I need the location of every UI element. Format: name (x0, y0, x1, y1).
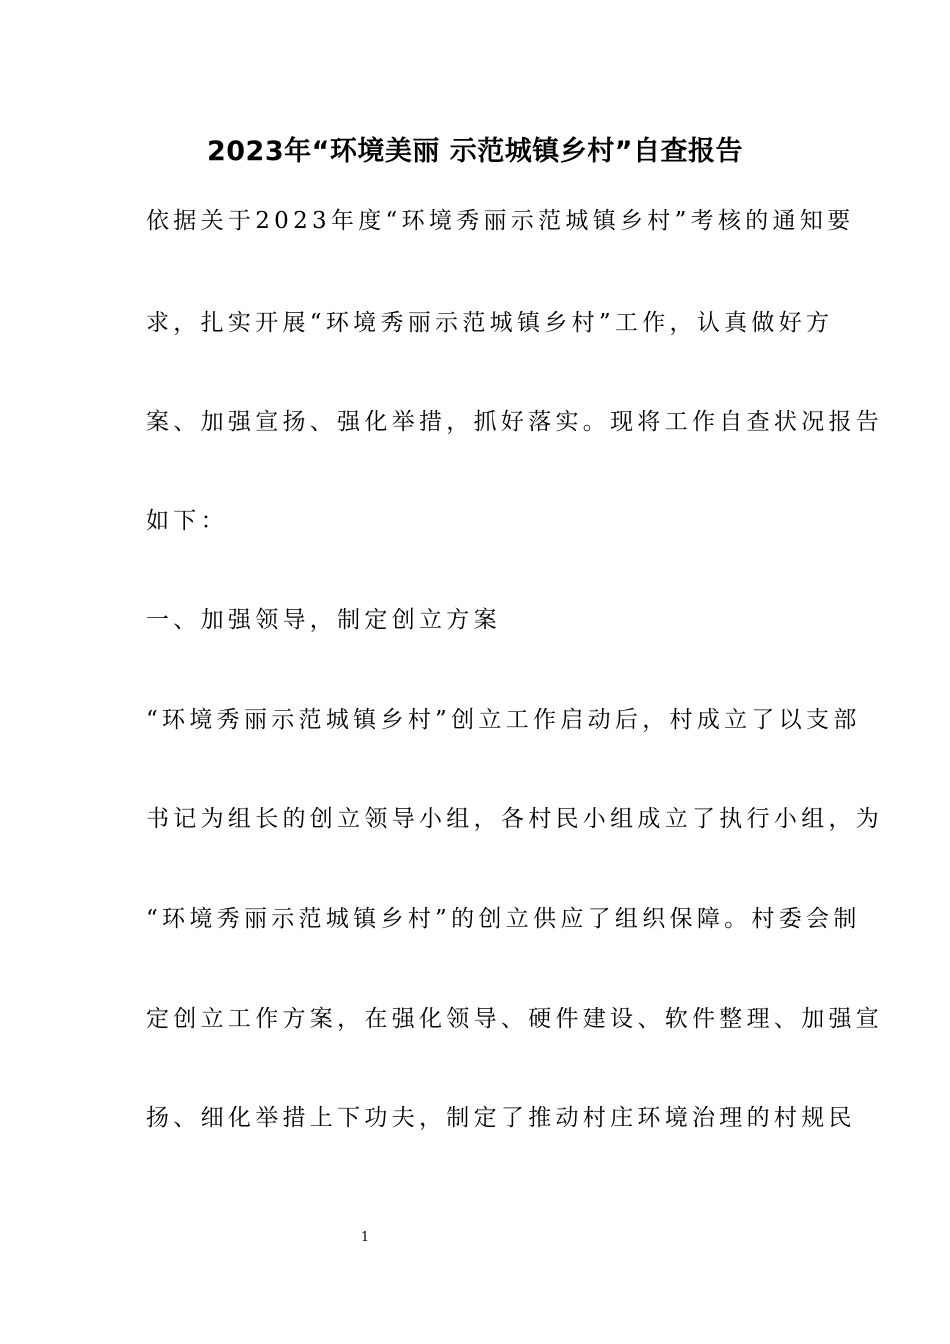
intro-paragraph-line-2: 求，扎实开展“环境秀丽示范城镇乡村”工作，认真做好方 (146, 310, 834, 336)
document-title: 2023年“环境美丽 示范城镇乡村”自查报告 (206, 136, 744, 167)
body-paragraph-line-1: “环境秀丽示范城镇乡村”创立工作启动后，村成立了以支部 (146, 707, 861, 733)
body-paragraph-line-5: 扬、细化举措上下功夫，制定了推动村庄环境治理的村规民 (146, 1105, 856, 1131)
intro-paragraph-line-4: 如下： (146, 508, 228, 534)
body-paragraph-line-4: 定创立工作方案，在强化领导、硬件建设、软件整理、加强宣 (146, 1006, 884, 1032)
page-number: 1 (360, 1230, 370, 1245)
section-heading: 一、加强领导，制定创立方案 (146, 607, 501, 633)
body-paragraph-line-3: “环境秀丽示范城镇乡村”的创立供应了组织保障。村委会制 (146, 906, 861, 932)
intro-paragraph-line-1: 依据关于2023年度“环境秀丽示范城镇乡村”考核的通知要 (146, 208, 855, 234)
body-paragraph-line-2: 书记为组长的创立领导小组，各村民小组成立了执行小组，为 (146, 806, 884, 832)
intro-paragraph-line-3: 案、加强宣扬、强化举措，抓好落实。现将工作自查状况报告 (146, 409, 884, 435)
